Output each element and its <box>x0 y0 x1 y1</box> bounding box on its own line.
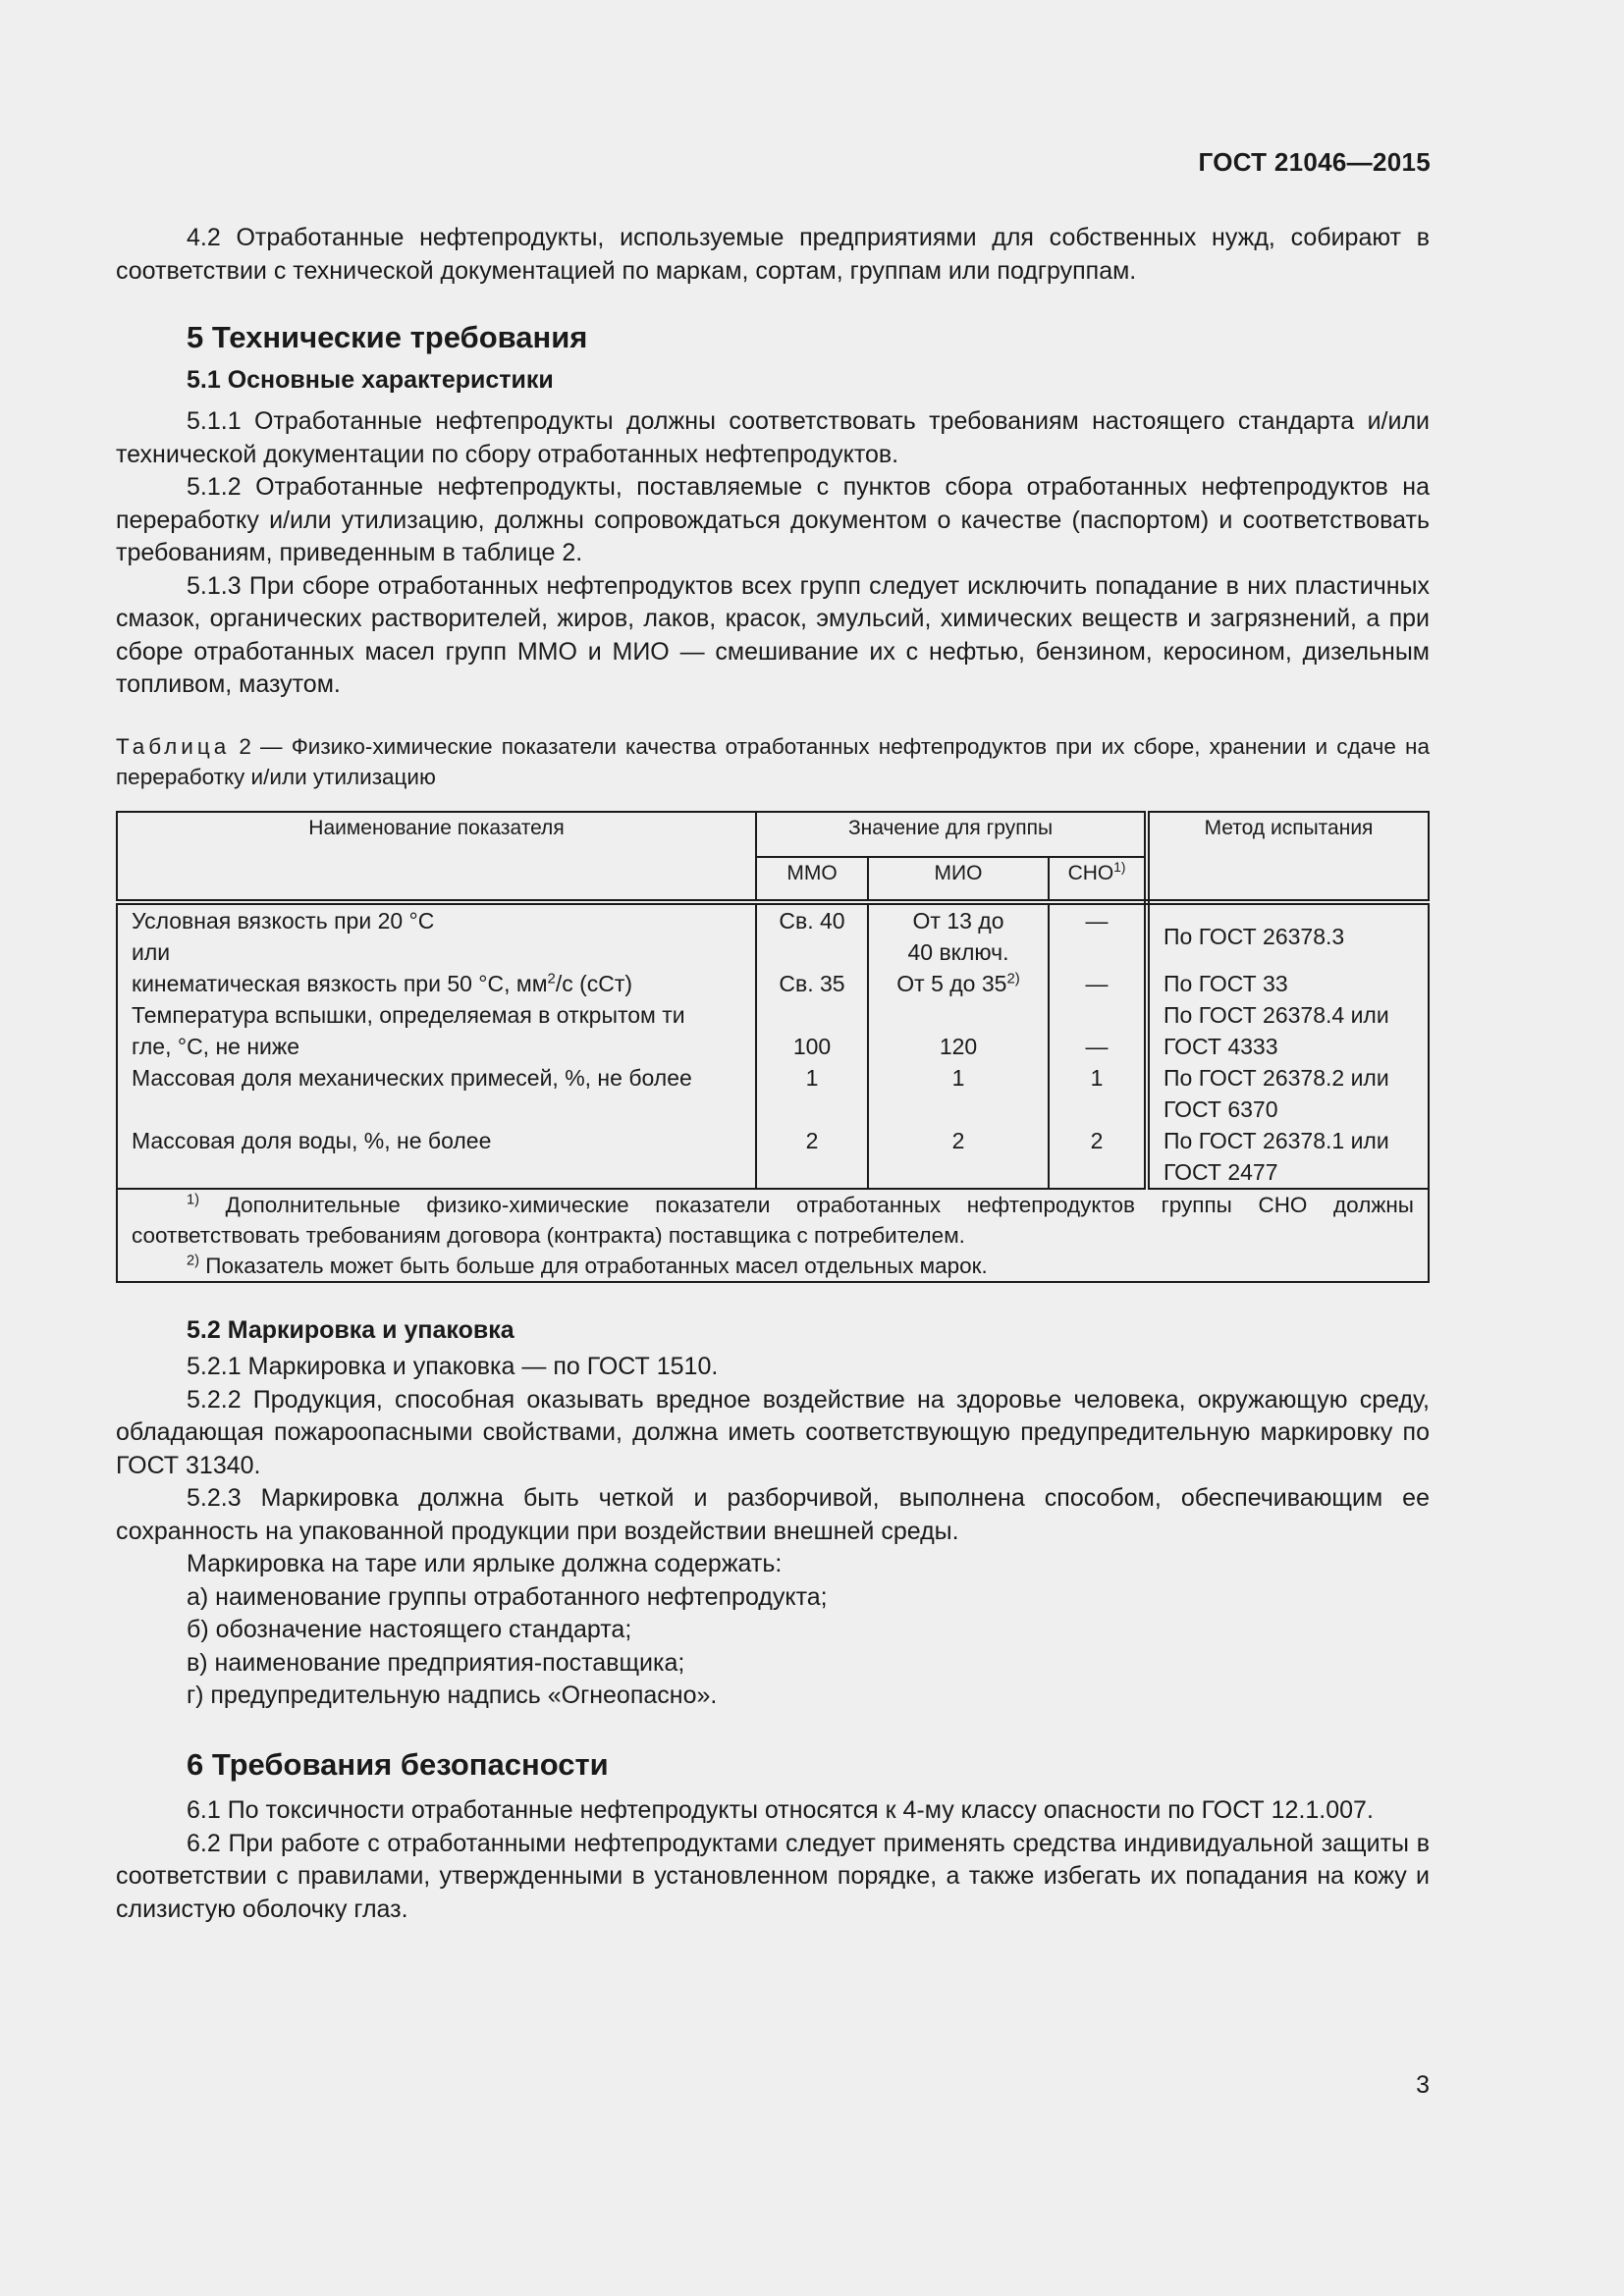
cell-method: По ГОСТ 26378.2 или ГОСТ 6370 <box>1147 1062 1429 1125</box>
document-number: ГОСТ 21046—2015 <box>1198 147 1431 177</box>
page-content <box>116 222 1430 1926</box>
cell-mmo: Св. 40 <box>756 902 868 968</box>
table-row <box>117 999 1429 1062</box>
paragraph-5-2-3: 5.2.3 Маркировка должна быть четкой и разборчивой, выполнена способом, обеспечивающим ее сохранность на упакованной продукции при воздействии внешней среды. <box>116 1484 1430 1545</box>
cell-method: По ГОСТ 33 <box>1147 968 1429 999</box>
paragraph-5-2-2: 5.2.2 Продукция, способная оказывать вредное воздействие на здоровье человека, окружающую среду, обладающая пожароопасными свойствами, должна иметь соответствующую предупредительную маркировку по ГОСТ 31340. <box>116 1385 1430 1479</box>
header-mmo: ММО <box>756 857 868 902</box>
list-item: в) наименование предприятия-поставщика; <box>187 1648 685 1677</box>
table-note-1: $^{1)}$ Дополнительные физико-химические показатели отработанных нефтепродуктов группы СНО должны соответствовать требованиям договора (контракта) поставщика с потребителем. <box>132 1192 1414 1248</box>
section-6-title: 6 Требования безопасности <box>187 1746 609 1782</box>
row-name: кинематическая вязкость при 50 °С, $мм^2/с$ (сСт) <box>117 968 756 999</box>
table-2 <box>116 811 1430 1283</box>
row-name: Массовая доля механических примесей, %, не более <box>117 1062 756 1125</box>
header-indicator-name: Наименование показателя <box>117 812 756 902</box>
page-number: 3 <box>1416 2071 1430 2099</box>
header-test-method: Метод испытания <box>1147 812 1429 902</box>
cell-mio: 2 <box>868 1125 1049 1189</box>
list-item: а) наименование группы отработанного нефтепродукта; <box>187 1582 828 1611</box>
table-notes <box>117 1189 1429 1282</box>
cell-mmo: 1 <box>756 1062 868 1125</box>
cell-mio: От 13 до 40 включ. <box>868 902 1049 968</box>
table-row <box>117 902 1429 968</box>
section-5-title: 5 Технические требования <box>187 320 588 354</box>
cell-method: По ГОСТ 26378.1 или ГОСТ 2477 <box>1147 1125 1429 1189</box>
header-mio: МИО <box>868 857 1049 902</box>
header-group-value: Значение для группы <box>756 812 1147 857</box>
table-header-row <box>117 812 1429 857</box>
paragraph-5-1-1: 5.1.1 Отработанные нефтепродукты должны соответствовать требованиям настоящего стандарта и/или технической документации по сбору отработанных нефтепродуктов. <box>116 407 1430 468</box>
paragraph-6-2: 6.2 При работе с отработанными нефтепродуктами следует применять средства индивидуальной защиты в соответствии с правилами, утвержденными в установленном порядке, а также избегать их попадания на кожу и слизистую оболочку глаз. <box>116 1829 1430 1923</box>
cell-mio: От 5 до 35$^{2)}$ <box>868 968 1049 999</box>
cell-method: По ГОСТ 26378.3 <box>1147 902 1429 968</box>
cell-sno: — <box>1049 968 1147 999</box>
table-row <box>117 968 1429 999</box>
list-item: б) обозначение настоящего стандарта; <box>187 1616 632 1643</box>
paragraph-6-1: 6.1 По токсичности отработанные нефтепродукты относятся к 4-му классу опасности по ГОСТ 12.1.007. <box>187 1796 1374 1824</box>
table-notes-row <box>117 1189 1429 1282</box>
cell-sno: — <box>1049 902 1147 968</box>
cell-mmo: Св. 35 <box>756 968 868 999</box>
paragraph-5-1-3: 5.1.3 При сборе отработанных нефтепродуктов всех групп следует исключить попадание в них пластичных смазок, органических растворителей, жиров, лаков, красок, эмульсий, химических веществ и загрязнений, а при сборе отработанных масел групп ММО и МИО — смешивание их с нефтью, бензином, керосином, дизельным топливом, мазутом. <box>116 571 1430 698</box>
table-caption <box>116 731 1430 793</box>
paragraph-5-1-2: 5.1.2 Отработанные нефтепродукты, поставляемые с пунктов сбора отработанных нефтепродуктов на переработку и/или утилизацию, должны сопровождаться документом о качестве (паспортом) и соответствовать требованиям, приведенным в таблице 2. <box>116 473 1430 566</box>
header-sno: СНО$^{1)}$ <box>1049 857 1147 902</box>
row-name: Массовая доля воды, %, не более <box>117 1125 756 1189</box>
table-row <box>117 1125 1429 1189</box>
cell-sno: 2 <box>1049 1125 1147 1189</box>
table-caption-text: 2 — Физико-химические показатели качества отработанных нефтепродуктов при их сборе, хранении и сдаче на переработку и/или утилизацию <box>116 733 1430 789</box>
table-row <box>117 1062 1429 1125</box>
cell-sno: 1 <box>1049 1062 1147 1125</box>
subsection-5-1-title: 5.1 Основные характеристики <box>187 365 554 394</box>
cell-mio: 120 <box>868 999 1049 1062</box>
subsection-5-2-title: 5.2 Маркировка и упаковка <box>187 1315 514 1344</box>
paragraph-marking-intro: Маркировка на таре или ярлыке должна содержать: <box>187 1550 783 1577</box>
row-name: Температура вспышки, определяемая в открытом ти гле, °С, не ниже <box>117 999 756 1062</box>
cell-mmo: 100 <box>756 999 868 1062</box>
table-note-2: $^{2)}$ Показатель может быть больше для отработанных масел отдельных марок. <box>187 1253 988 1278</box>
cell-mio: 1 <box>868 1062 1049 1125</box>
paragraph-4-2: 4.2 Отработанные нефтепродукты, используемые предприятиями для собственных нужд, собирают в соответствии с технической документацией по маркам, сортам, группам или подгруппам. <box>116 224 1430 285</box>
paragraph-5-2-1: 5.2.1 Маркировка и упаковка — по ГОСТ 1510. <box>187 1353 719 1380</box>
cell-sno: — <box>1049 999 1147 1062</box>
list-item: г) предупредительную надпись «Огнеопасно». <box>187 1682 718 1709</box>
table-caption-label: Таблица <box>116 733 231 759</box>
row-name: Условная вязкость при 20 °С или <box>117 902 756 968</box>
cell-method: По ГОСТ 26378.4 или ГОСТ 4333 <box>1147 999 1429 1062</box>
cell-mmo: 2 <box>756 1125 868 1189</box>
